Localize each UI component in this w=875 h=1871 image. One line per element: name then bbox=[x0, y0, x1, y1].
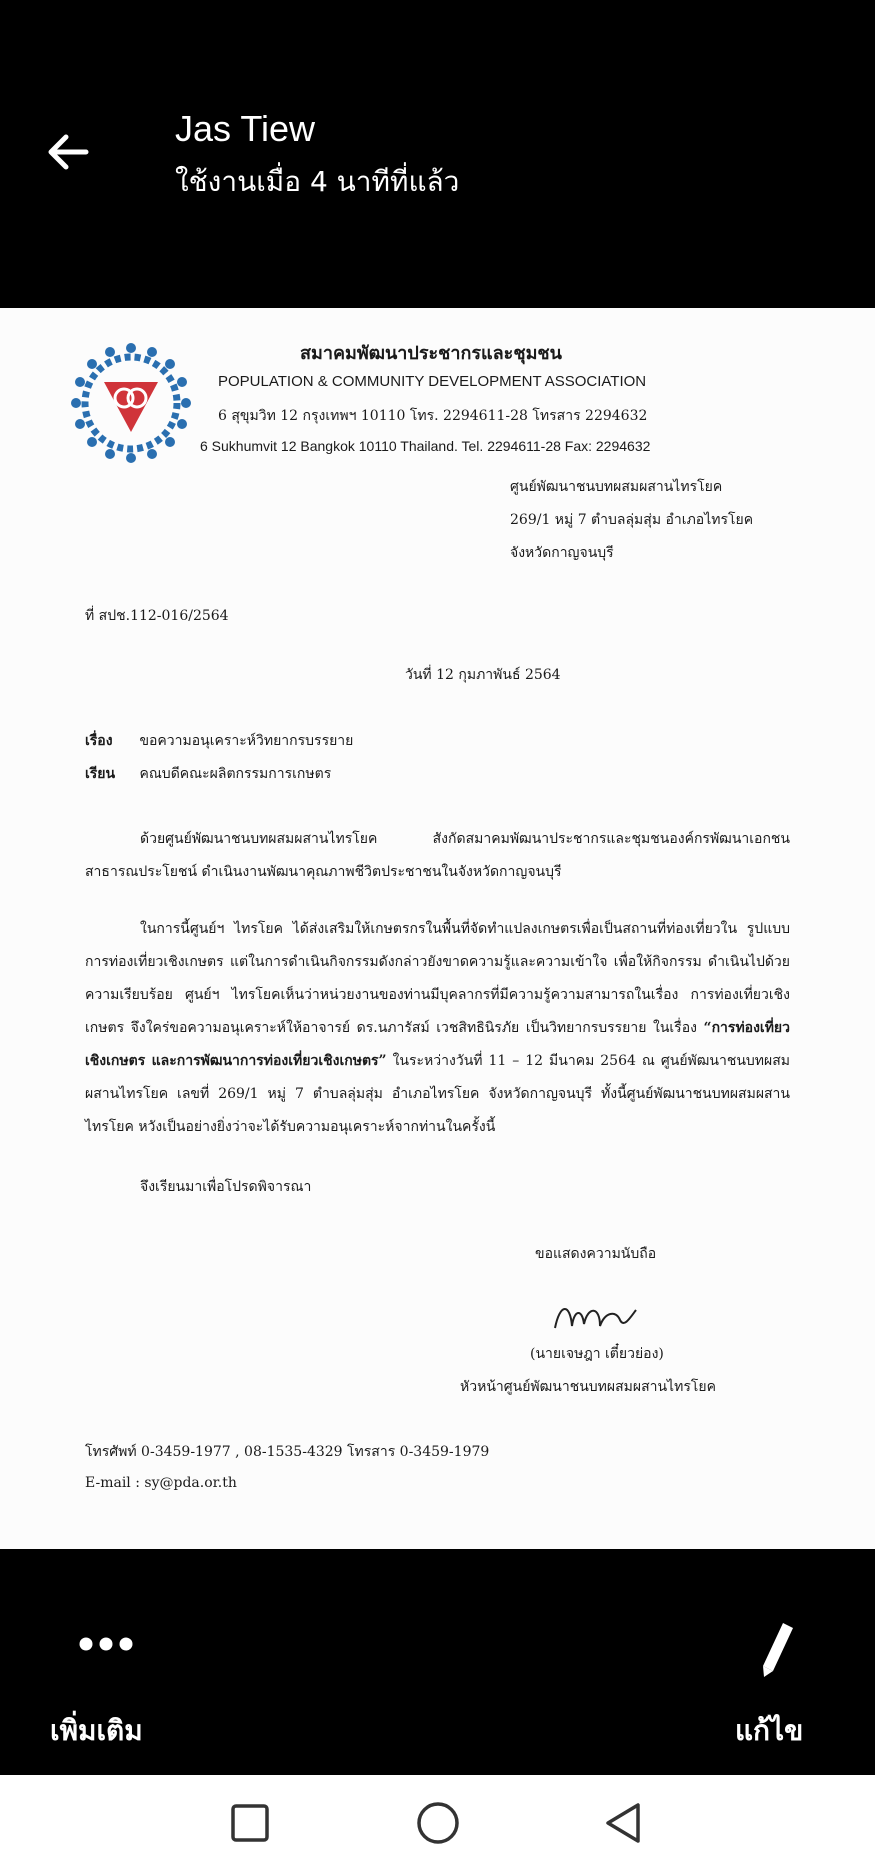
recipient-line: 269/1 หมู่ 7 ตำบลลุ่มสุ่ม อำเภอไทรโยค bbox=[510, 512, 754, 528]
body-paragraph-1: ด้วยศูนย์พัฒนาชนบทผสมผสานไทรโยค สังกัดสมาคมพัฒนาประชากรและชุมชนองค์กรพัฒนาเอกชน สาธารณประโยชน์ ดำเนินงานพัฒนาคุณภาพชีวิตประชาชนในจังหวัดกาญจนบุรี bbox=[85, 831, 790, 880]
letter-salutation bbox=[85, 763, 331, 785]
salutation-label: เรียน bbox=[85, 766, 116, 782]
reference-number: ที่ สปช.112-016/2564 bbox=[85, 608, 229, 624]
edit-button[interactable] bbox=[725, 1619, 835, 1749]
system-nav-bar bbox=[0, 1775, 875, 1871]
last-active-status: ใช้งานเมื่อ 4 นาทีที่แล้ว bbox=[175, 165, 460, 198]
association-logo bbox=[66, 338, 196, 468]
subject-text: ขอความอนุเคราะห์วิทยากรบรรยาย bbox=[139, 733, 354, 749]
contact-phones: โทรศัพท์ 0-3459-1977 , 08-1535-4329 โทรสาร 0-3459-1979 bbox=[85, 1444, 490, 1460]
letter-subject bbox=[85, 730, 353, 752]
back-button[interactable] bbox=[40, 124, 96, 180]
paragraph-text: ในระหว่างวันที่ 11 – 12 มีนาคม 2564 ณ ศูนย์พัฒนาชนบทผสมผสานไทรโยค เลขที่ 269/1 หมู่ 7 ตำบลลุ่มสุ่ม อำเภอไทรโยค จังหวัดกาญจนบุรี ทั้งนี้ศูนย์พัฒนาชนบทผสมผสานไทรโยค หวังเป็นอย่างยิ่งว่าจะได้รับความอนุเคราะห์จากท่านในครั้งนี้ bbox=[85, 1053, 790, 1135]
paragraph-emphasis: “การท่องเที่ยวเชิงเกษตร และการพัฒนาการท่องเที่ยวเชิงเกษตร” bbox=[85, 1020, 790, 1069]
back-triangle-icon bbox=[596, 1795, 652, 1851]
body-paragraph-2 bbox=[85, 913, 790, 1144]
salutation-text: คณบดีคณะผลิตกรรมการเกษตร bbox=[139, 766, 332, 782]
contact-email: E-mail : sy@pda.or.th bbox=[85, 1475, 237, 1491]
contact-name: Jas Tiew bbox=[175, 108, 316, 149]
association-name-th: สมาคมพัฒนาประชากรและชุมชน bbox=[300, 343, 562, 364]
arrow-left-icon bbox=[40, 124, 96, 180]
more-button[interactable] bbox=[50, 1629, 160, 1749]
closing-regards: ขอแสดงความนับถือ bbox=[535, 1246, 657, 1262]
document-image[interactable] bbox=[0, 308, 875, 1549]
signer-name: (นายเจษฎา เตี๋ยวย่อง) bbox=[530, 1346, 664, 1362]
home-button[interactable] bbox=[410, 1795, 466, 1851]
recipient-line: จังหวัดกาญจนบุรี bbox=[510, 545, 614, 561]
recents-button[interactable] bbox=[222, 1795, 278, 1851]
chat-header bbox=[0, 0, 875, 308]
association-address-th: 6 สุขุมวิท 12 กรุงเทพฯ 10110 โทร. 2294611-28 โทรสาร 2294632 bbox=[218, 408, 648, 424]
association-name-en: POPULATION & COMMUNITY DEVELOPMENT ASSOCIATION bbox=[218, 373, 647, 390]
recents-square-icon bbox=[222, 1795, 278, 1851]
more-dots-icon bbox=[78, 1629, 134, 1659]
subject-label: เรื่อง bbox=[85, 733, 113, 749]
image-action-bar bbox=[0, 1549, 875, 1775]
recipient-address bbox=[510, 471, 753, 570]
more-label: เพิ่มเติม bbox=[50, 1714, 143, 1747]
home-circle-icon bbox=[410, 1795, 466, 1851]
signer-title: หัวหน้าศูนย์พัฒนาชนบทผสมผสานไทรโยค bbox=[460, 1379, 716, 1395]
pencil-icon bbox=[755, 1619, 799, 1679]
association-address-en: 6 Sukhumvit 12 Bangkok 10110 Thailand. Tel. 2294611-28 Fax: 2294632 bbox=[200, 438, 651, 454]
paragraph-text: ในการนี้ศูนย์ฯ ไทรโยค ได้ส่งเสริมให้เกษตรกรในพื้นที่จัดทำแปลงเกษตรเพื่อเป็นสถานที่ท่องเที่ยวใน รูปแบบการท่องเที่ยวเชิงเกษตร แต่ในการดำเนินกิจกรรมดังกล่าวยังขาดความรู้และความเข้าใจ เพื่อให้กิจกรรม ดำเนินไปด้วยความเรียบร้อย ศูนย์ฯ ไทรโยคเห็นว่าหน่วยงานของท่านมีบุคลากรที่มีความรู้ความสามารถในเรื่อง การท่องเที่ยวเชิงเกษตร จึงใคร่ขอความอนุเคราะห์ให้อาจารย์ ดร.นภารัสม์ เวชสิทธินิรภัย เป็นวิทยากรบรรยาย ในเรื่อง bbox=[85, 921, 790, 1036]
system-back-button[interactable] bbox=[596, 1795, 652, 1851]
closing-request: จึงเรียนมาเพื่อโปรดพิจารณา bbox=[140, 1179, 312, 1195]
signature-image bbox=[550, 1298, 640, 1338]
recipient-line: ศูนย์พัฒนาชนบทผสมผสานไทรโยค bbox=[510, 479, 723, 495]
letter-date: วันที่ 12 กุมภาพันธ์ 2564 bbox=[405, 667, 561, 683]
edit-label: แก้ไข bbox=[735, 1714, 804, 1747]
